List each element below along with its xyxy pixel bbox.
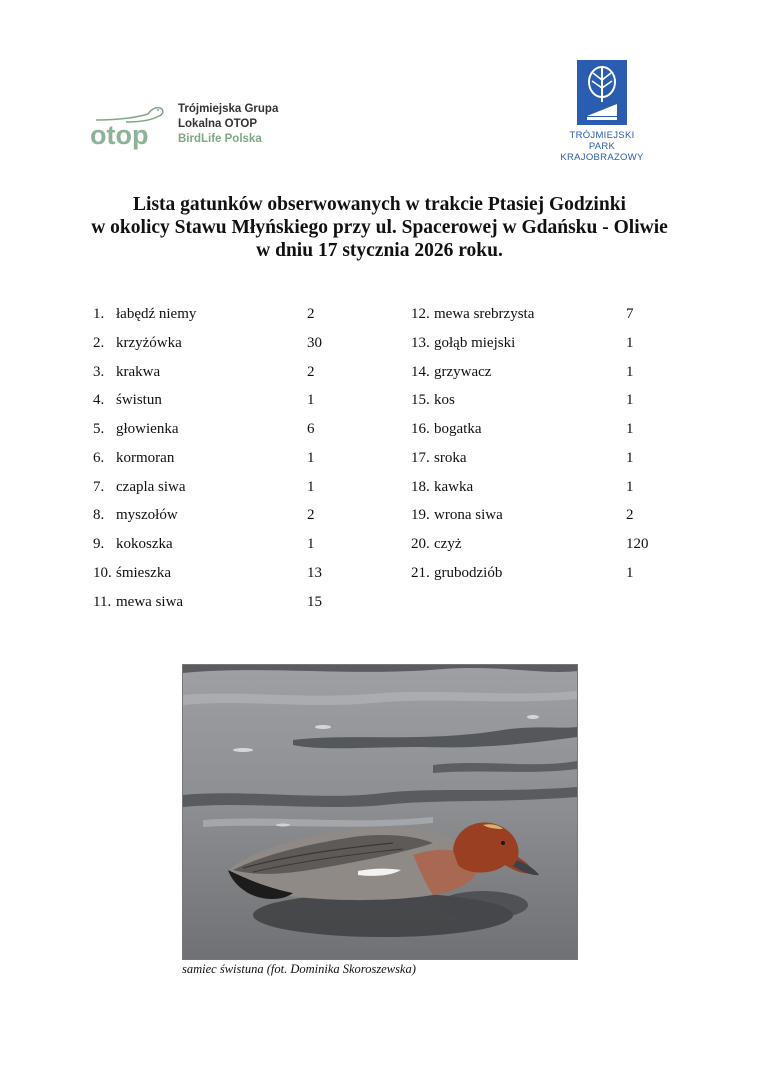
species-name: grubodziób: [434, 565, 503, 581]
tpk-tree-icon: [577, 60, 627, 125]
species-name: kokoszka: [116, 536, 173, 552]
species-number: 15.: [411, 392, 430, 408]
species-name: śmieszka: [116, 565, 171, 581]
species-number: 12.: [411, 306, 430, 322]
species-number: 17.: [411, 450, 430, 466]
species-number: 1.: [93, 306, 105, 322]
species-name: kos: [434, 392, 455, 408]
species-count: 30: [307, 335, 322, 351]
title-line-1: Lista gatunków obserwowanych w trakcie Ptasiej Godzinki: [133, 194, 626, 215]
species-number: 21.: [411, 565, 430, 581]
species-number: 7.: [93, 479, 105, 495]
document-title: [0, 193, 759, 262]
species-count: 2: [307, 306, 315, 322]
otop-line2: Lokalna OTOP: [178, 118, 258, 130]
otop-line1: Trójmiejska Grupa: [178, 103, 279, 115]
otop-line3: BirdLife Polska: [178, 133, 262, 145]
species-name: mewa siwa: [116, 594, 184, 610]
species-name: kormoran: [116, 450, 175, 466]
tpk-line1: TRÓJMIEJSKI: [569, 130, 635, 141]
title-line-2: w okolicy Stawu Młyńskiego przy ul. Spacerowej w Gdańsku - Oliwie: [91, 217, 668, 238]
species-number: 6.: [93, 450, 105, 466]
species-count: 1: [626, 335, 634, 351]
species-number: 13.: [411, 335, 430, 351]
species-number: 16.: [411, 421, 430, 437]
species-count: 7: [626, 306, 634, 322]
species-count: 1: [626, 421, 634, 437]
species-count: 1: [626, 392, 634, 408]
species-number: 11.: [93, 594, 112, 610]
species-count: 2: [307, 507, 315, 523]
species-number: 19.: [411, 507, 430, 523]
species-number: 10.: [93, 565, 112, 581]
species-number: 3.: [93, 364, 105, 380]
species-name: sroka: [434, 450, 467, 466]
tpk-line2: PARK: [588, 141, 616, 152]
species-number: 2.: [93, 335, 105, 351]
species-count: 1: [307, 536, 315, 552]
species-count: 1: [307, 392, 315, 408]
species-name: krakwa: [116, 364, 161, 380]
tpk-line3: KRAJOBRAZOWY: [560, 152, 644, 163]
species-count: 1: [626, 565, 634, 581]
otop-logo: [90, 100, 290, 160]
species-name: myszołów: [116, 507, 178, 523]
species-name: gołąb miejski: [434, 335, 516, 351]
species-name: czyż: [434, 536, 462, 552]
species-name: świstun: [116, 392, 162, 408]
otop-bird-logo-icon: [90, 100, 170, 152]
species-number: 5.: [93, 421, 105, 437]
species-number: 18.: [411, 479, 430, 495]
species-name: grzywacz: [434, 364, 492, 380]
species-count: 2: [626, 507, 634, 523]
photo-caption: samiec świstuna (fot. Dominika Skoroszewska): [182, 962, 416, 976]
species-number: 9.: [93, 536, 105, 552]
species-number: 4.: [93, 392, 105, 408]
otop-wordmark: otop: [90, 120, 149, 150]
species-count: 1: [626, 364, 634, 380]
species-name: krzyżówka: [116, 335, 182, 351]
species-count: 15: [307, 594, 322, 610]
species-count: 6: [307, 421, 315, 437]
species-name: łabędź niemy: [116, 306, 197, 322]
species-number: 14.: [411, 364, 430, 380]
title-line-3: w dniu 17 stycznia 2026 roku.: [256, 240, 503, 261]
species-number: 8.: [93, 507, 105, 523]
species-count: 1: [626, 479, 634, 495]
species-name: mewa srebrzysta: [434, 306, 535, 322]
species-number: 20.: [411, 536, 430, 552]
species-count: 2: [307, 364, 315, 380]
species-count: 13: [307, 565, 322, 581]
species-name: kawka: [434, 479, 474, 495]
species-count: 1: [307, 450, 315, 466]
species-count: 1: [626, 450, 634, 466]
wigeon-photo: [182, 664, 578, 960]
species-name: głowienka: [116, 421, 179, 437]
tpk-logo: [556, 60, 648, 168]
species-count: 1: [307, 479, 315, 495]
species-name: czapla siwa: [116, 479, 186, 495]
species-name: wrona siwa: [434, 507, 503, 523]
species-name: bogatka: [434, 421, 482, 437]
species-count: 120: [626, 536, 649, 552]
